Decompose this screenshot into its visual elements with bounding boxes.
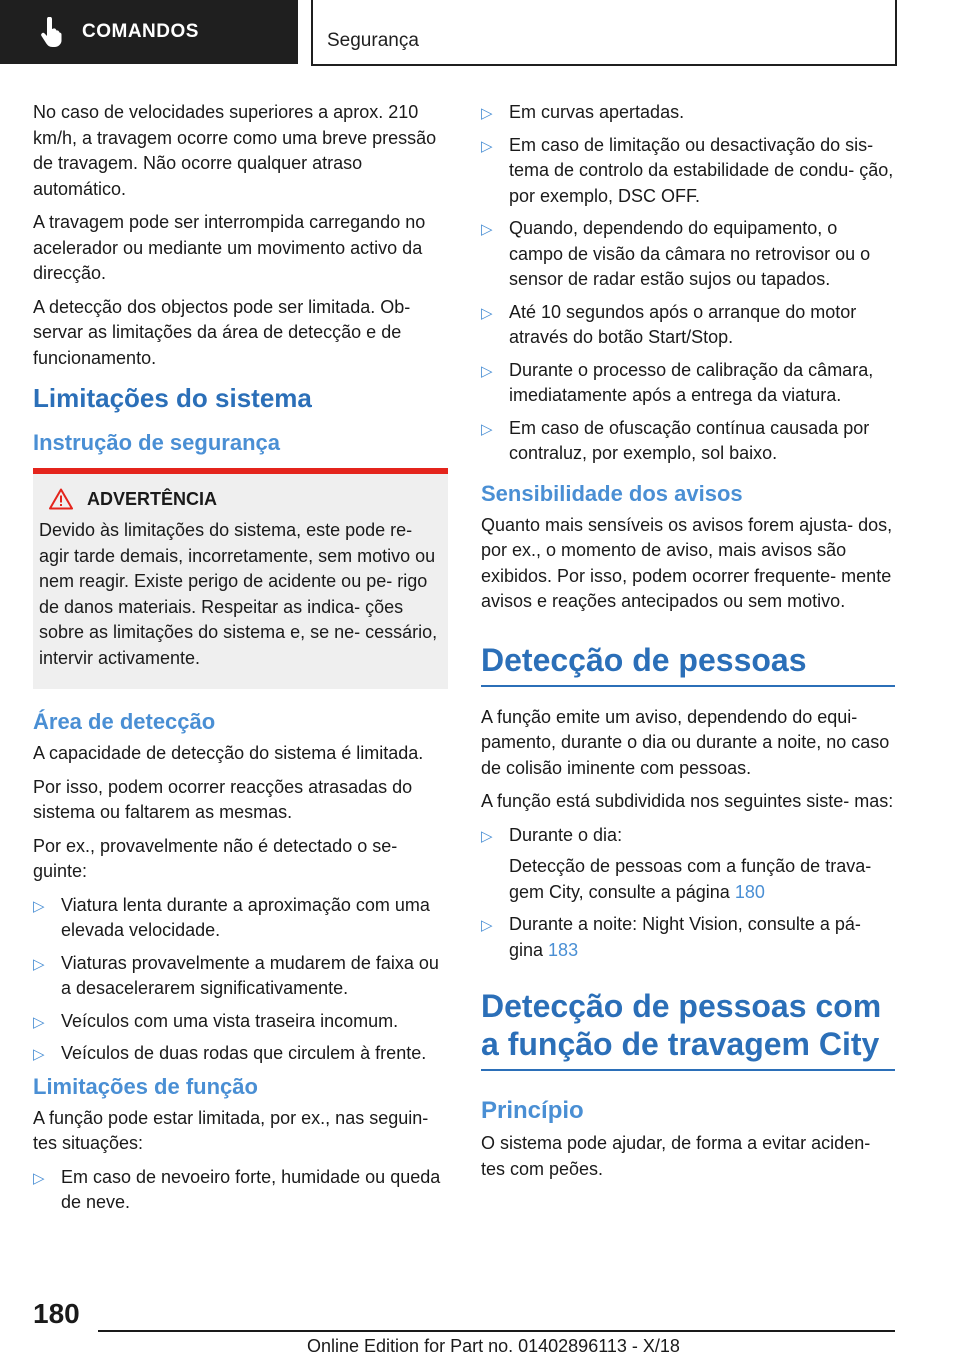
paragraph: No caso de velocidades superiores a aprox. 210 km/h, a travagem ocorre como uma breve pressão de travagem. Não ocorre qualquer atraso automático. (33, 102, 437, 199)
right-column (481, 100, 895, 1190)
heading-function-limits: Limitações de função (33, 1073, 258, 1099)
page-reference-link[interactable]: 183 (548, 939, 579, 960)
warning-text: Devido às limitações do sistema, este pode re‐ agir tarde demais, incorretamente, sem motivo ou nem reagir. Existe perigo de acidente ou pe‐ rigo de danos materiais. Respeitar as indica‐ ções sobre as limitações do sistema e, se ne‐ cessário, intervir activamente. (39, 520, 438, 668)
paragraph: Por isso, podem ocorrer reacções atrasadas do sistema ou faltarem as mesmas. (33, 776, 413, 822)
warning-label: ADVERTÊNCIA (87, 488, 218, 509)
page-reference-link[interactable]: 180 (734, 881, 765, 902)
list-item: ▷ Veículos com uma vista traseira incomum. (33, 1009, 448, 1035)
paragraph: O sistema pode ajudar, de forma a evitar aciden‐ tes com peões. (481, 1133, 871, 1179)
triangle-bullet-icon: ▷ (481, 105, 493, 122)
triangle-bullet-icon: ▷ (33, 1169, 45, 1187)
list-item: ▷ Durante o processo de calibração da câmara, imediatamente após a entrega da viatura. (481, 359, 874, 405)
person-detection-list (481, 823, 895, 964)
sub-paragraph: Detecção de pessoas com a função de trava‐ gem City, consulte a página 180 (509, 856, 872, 902)
triangle-bullet-icon: ▷ (481, 362, 493, 380)
paragraph: Por ex., provavelmente não é detectado o se‐ guinte: (33, 835, 398, 881)
paragraph: A função emite um aviso, dependendo do equi‐ pamento, durante o dia ou durante a noite, no caso de colisão iminente com pessoas. (481, 706, 890, 778)
section-tab-commands[interactable] (0, 0, 298, 64)
triangle-bullet-icon: ▷ (33, 955, 45, 973)
triangle-bullet-icon: ▷ (33, 897, 45, 915)
warning-title (39, 488, 442, 510)
list-item: ▷ Durante a noite: Night Vision, consulte a pá‐ gina 183 (481, 914, 861, 960)
list-item: ▷ Veículos de duas rodas que circulem à frente. (33, 1041, 448, 1067)
list-item: ▷ Até 10 segundos após o arranque do motor através do botão Start/Stop. (481, 301, 857, 347)
triangle-bullet-icon: ▷ (481, 420, 493, 438)
function-limits-list (33, 1165, 448, 1216)
heading-warning-sensitivity: Sensibilidade dos avisos (481, 480, 743, 506)
paragraph: A travagem pode ser interrompida carregando no acelerador ou mediante um movimento activo da direcção. (33, 212, 426, 283)
heading-safety-instruction: Instrução de segurança (33, 430, 280, 455)
warning-box (33, 468, 448, 689)
triangle-bullet-icon: ▷ (33, 1013, 45, 1031)
triangle-bullet-icon: ▷ (481, 137, 493, 155)
triangle-bullet-icon: ▷ (33, 1046, 45, 1063)
list-item: ▷ Durante o dia: Detecção de pessoas com a função de trava‐ gem City, consulte a página 180 (481, 823, 895, 906)
section-label: COMANDOS (82, 21, 199, 42)
heading-detection-area: Área de detecção (33, 709, 216, 734)
list-item: ▷ Em caso de limitação ou desactivação do sis‐ tema de controlo da estabilidade de condu‐ ção, por exemplo, DSC OFF. (481, 134, 894, 206)
page-header (0, 0, 960, 66)
paragraph: Quanto mais sensíveis os avisos forem ajusta‐ dos, por ex., o momento de aviso, mais avisos são exibidos. Por isso, podem ocorrer frequente‐ mente avisos e reações antecipados ou sem motivo. (481, 514, 893, 611)
detection-list (33, 893, 448, 1067)
chapter-label: Segurança (327, 30, 419, 51)
list-item: ▷ Viatura lenta durante a aproximação com uma elevada velocidade. (33, 894, 430, 940)
list-item: ▷ Em curvas apertadas. (481, 100, 895, 126)
triangle-bullet-icon: ▷ (481, 917, 493, 934)
warning-triangle-icon (49, 488, 73, 510)
paragraph: A detecção dos objectos pode ser limitada. Ob‐ servar as limitações da área de detecção e de funcionamento. (33, 296, 411, 368)
page-number: 180 (33, 1298, 80, 1329)
function-limits-list-continued (481, 100, 895, 467)
triangle-bullet-icon: ▷ (481, 221, 493, 238)
triangle-bullet-icon: ▷ (481, 827, 493, 845)
heading-system-limits: Limitações do sistema (33, 383, 312, 413)
left-column (33, 100, 448, 1223)
list-item: ▷ Em caso de nevoeiro forte, humidade ou queda de neve. (33, 1166, 441, 1212)
heading-city-braking: Detecção de pessoas com a função de travagem City (481, 987, 895, 1071)
triangle-bullet-icon: ▷ (481, 304, 493, 322)
list-item: ▷ Quando, dependendo do equipamento, o campo de visão da câmara no retrovisor ou o sensor de radar estão sujos ou tapados. (481, 218, 871, 289)
hand-pointer-icon (40, 17, 62, 47)
footer-edition-text: Online Edition for Part no. 01402896113 - X/18 (307, 1336, 680, 1356)
heading-person-detection: Detecção de pessoas (481, 641, 895, 687)
heading-principle: Princípio (481, 1097, 584, 1124)
chapter-box (311, 0, 897, 66)
footer-divider (98, 1330, 895, 1332)
list-item: ▷ Em caso de ofuscação contínua causada por contraluz, por exemplo, sol baixo. (481, 417, 870, 463)
paragraph: A função pode estar limitada, por ex., nas seguin‐ tes situações: (33, 1107, 429, 1153)
list-item: ▷ Viaturas provavelmente a mudarem de faixa ou a desacelerarem significativamente. (33, 952, 439, 998)
paragraph: A capacidade de detecção do sistema é limitada. (33, 743, 424, 763)
paragraph: A função está subdividida nos seguintes siste‐ mas: (481, 791, 894, 811)
